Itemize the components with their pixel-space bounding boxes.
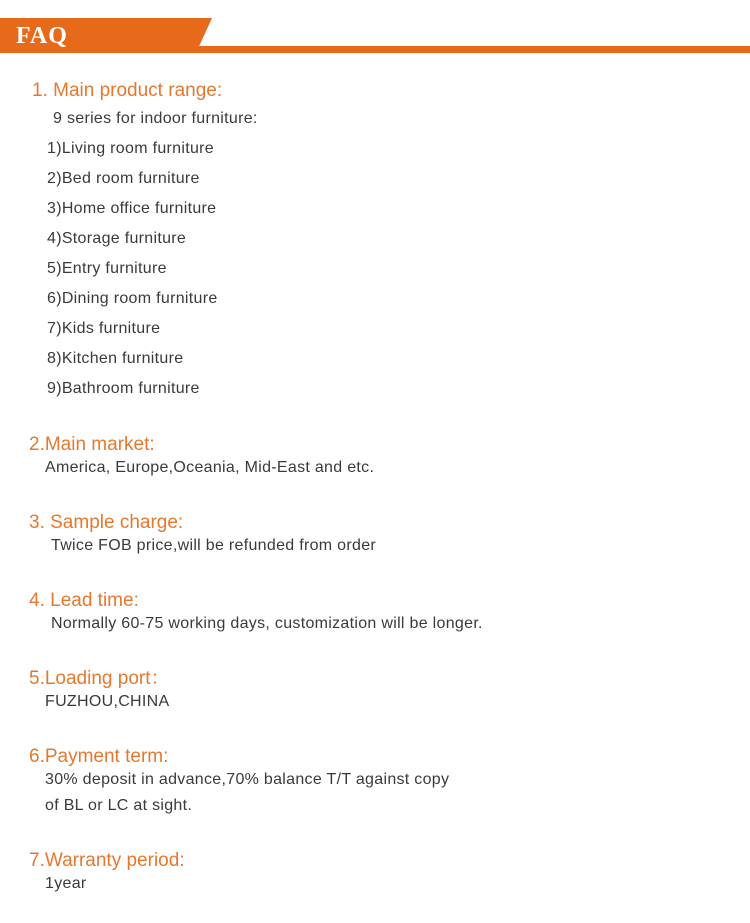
section-line: 6)Dining room furniture [47,290,218,307]
section-heading-main-market: 2.Main market: [29,434,155,455]
section-heading-sample-charge: 3. Sample charge: [29,512,184,533]
section-line: of BL or LC at sight. [45,797,193,814]
section-line: 8)Kitchen furniture [47,350,184,367]
section-line: Normally 60-75 working days, customization will be longer. [51,615,483,632]
section-heading-loading-port: 5.Loading port： [29,668,170,689]
section-line: 1)Living room furniture [47,140,214,157]
section-line: 9 series for indoor furniture: [53,110,258,127]
section-line: 2)Bed room furniture [47,170,200,187]
section-heading-warranty-period: 7.Warranty period: [29,850,185,871]
section-heading-product-range: 1. Main product range: [32,80,223,101]
section-line: 4)Storage furniture [47,230,187,247]
section-line: FUZHOU,CHINA [45,693,170,710]
section-line: Twice FOB price,will be refunded from order [51,537,377,554]
section-line: 7)Kids furniture [47,320,161,337]
section-heading-lead-time: 4. Lead time: [29,590,139,611]
section-line: 3)Home office furniture [47,200,217,217]
section-line: America, Europe,Oceania, Mid-East and etc. [45,459,375,476]
section-line: 30% deposit in advance,70% balance T/T against copy [45,771,450,788]
faq-header [0,0,750,60]
section-heading-payment-term: 6.Payment term: [29,746,169,767]
page-title: FAQ [16,23,68,49]
section-line: 1year [45,875,87,892]
section-line: 9)Bathroom furniture [47,380,200,397]
section-line: 5)Entry furniture [47,260,167,277]
